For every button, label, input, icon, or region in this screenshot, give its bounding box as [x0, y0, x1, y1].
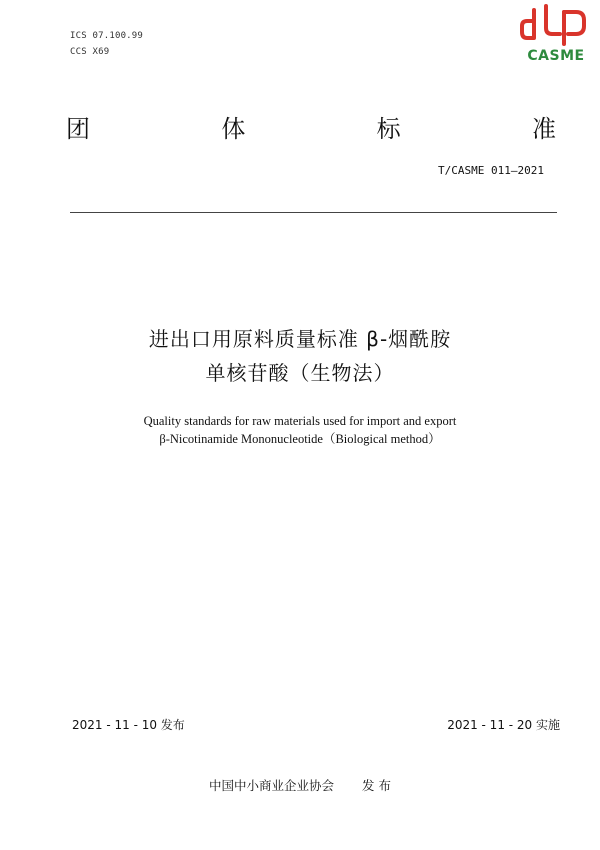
release-date: 2021 - 11 - 10 发布	[72, 718, 185, 732]
casme-logo-icon	[520, 4, 592, 48]
title-en-line-2: β-Nicotinamide Mononucleotide（Biological method）	[159, 432, 441, 446]
standard-type-char: 体	[221, 115, 246, 143]
standard-type-char: 准	[531, 115, 556, 143]
publisher-name: 中国中小商业企业协会	[209, 778, 335, 793]
title-zh-line-1: 进出口用原料质量标准 β-烟酰胺	[148, 327, 452, 351]
publisher-line	[0, 776, 600, 794]
standard-type-char: 标	[376, 115, 401, 143]
publisher-action: 发 布	[362, 778, 391, 793]
title-english	[0, 412, 600, 448]
ics-code: ICS 07.100.99	[70, 31, 144, 41]
ccs-code: CCS X69	[70, 47, 110, 57]
header-divider	[70, 212, 557, 213]
title-chinese	[0, 322, 600, 390]
casme-logo	[520, 4, 592, 64]
standard-type-char: 团	[66, 115, 90, 143]
classification-codes	[70, 28, 143, 60]
implementation-date: 2021 - 11 - 20 实施	[447, 718, 560, 732]
title-zh-line-2: 单核苷酸（生物法）	[205, 361, 395, 385]
title-en-line-1: Quality standards for raw materials used for import and export	[143, 414, 457, 428]
standard-type-heading	[66, 114, 556, 144]
standard-number: T/CASME 011—2021	[438, 164, 544, 177]
casme-logo-text: CASME	[527, 48, 585, 64]
